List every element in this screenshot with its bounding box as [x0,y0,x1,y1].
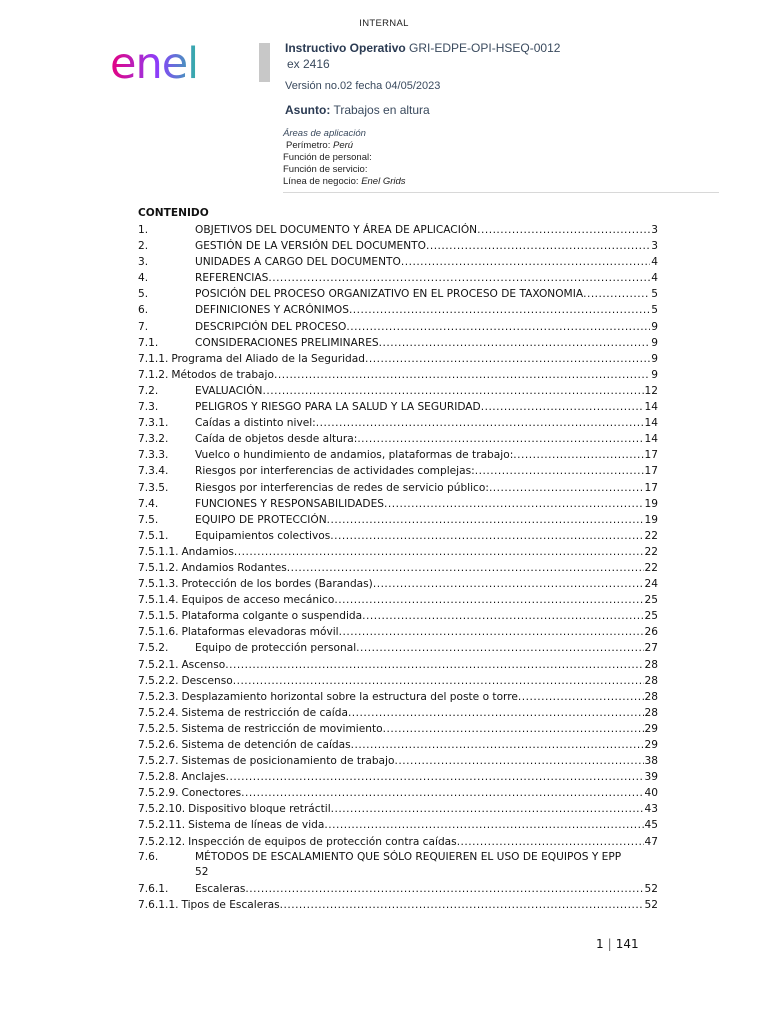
toc-entry-number: 7.5.2.4. [138,706,179,719]
document-title: Instructivo Operativo GRI-EDPE-OPI-HSEQ-0012 [285,41,561,55]
toc-dot-leader [241,785,643,801]
toc-entry-page: 9 [651,336,658,349]
toc-entry-number: 7.3. [138,401,159,414]
toc-entry-title: Equipos de acceso mecánico [181,594,335,607]
toc-entry-number: 5. [138,288,149,301]
toc-entry-page: 14 [644,433,658,446]
toc-entry[interactable] [138,897,658,913]
toc-dot-leader [268,270,650,286]
toc-entry-page: 9 [651,352,658,365]
toc-entry[interactable] [138,399,658,415]
toc-entry-number: 7.1.2. [138,368,169,381]
toc-dot-leader [234,544,644,560]
toc-entry-page: 38 [644,755,658,768]
toc-dot-leader [583,286,650,302]
toc-entry-page: 25 [644,610,658,623]
toc-dot-leader [331,801,644,817]
toc-entry-number: 7.5.1. [138,529,169,542]
toc-entry-title: GESTIÓN DE LA VERSIÓN DEL DOCUMENTO [195,240,426,253]
toc-entry-title: Conectores [181,787,242,800]
toc-entry-title: CONSIDERACIONES PRELIMINARES [195,336,379,349]
toc-dot-leader [274,367,650,383]
page-number: 1 [596,937,604,951]
toc-entry-title: Riesgos por interferencias de redes de servicio público: [195,481,489,494]
toc-dot-leader [384,496,644,512]
toc-entry-title: MÉTODOS DE ESCALAMIENTO QUE SÓLO REQUIEREN EL USO DE EQUIPOS Y EPP [195,850,622,863]
toc-entry-page: 3 [651,240,658,253]
page-separator: | [607,937,612,951]
toc-entry-page: 28 [644,658,658,671]
toc-entry-page: 52 [195,865,209,878]
toc-entry-title: Programa del Aliado de la Seguridad [171,352,365,365]
toc-entry-title: Dispositivo bloque retráctil [188,803,331,816]
perimetro-line: Perímetro: Perú [286,140,354,151]
table-of-contents [138,206,658,913]
toc-entry[interactable] [138,335,658,351]
toc-entry[interactable] [138,785,658,801]
toc-entry-page: 17 [644,465,658,478]
toc-entry-number: 7.6. [138,850,159,863]
classification-label: INTERNAL [359,18,409,29]
toc-dot-leader [489,480,644,496]
toc-entry-title: Andamios [181,545,234,558]
toc-entry[interactable] [138,640,658,656]
toc-entry-title: DESCRIPCIÓN DEL PROCESO [195,320,347,333]
toc-dot-leader [327,512,644,528]
toc-entry-number: 7.5.2.5. [138,722,179,735]
toc-entry-title: UNIDADES A CARGO DEL DOCUMENTO [195,256,401,269]
toc-entry-number: 7.3.3. [138,449,169,462]
toc-entry[interactable] [138,480,658,496]
toc-entry-page: 47 [644,835,658,848]
toc-entry[interactable] [138,512,658,528]
toc-entry-page: 29 [644,722,658,735]
logo-wordmark: enel [110,42,199,84]
toc-entry-number: 2. [138,240,149,253]
toc-entry-title: Sistema de detención de caídas [181,739,351,751]
toc-entry-page: 22 [644,529,658,542]
toc-entry[interactable] [138,721,658,737]
funcion-personal-line: Función de personal: [283,152,372,163]
toc-entry-page: 22 [644,561,658,574]
document-version: Versión no.02 fecha 04/05/2023 [285,80,441,92]
toc-entry[interactable] [138,463,658,479]
toc-entry[interactable] [138,447,658,463]
toc-entry[interactable] [138,415,658,431]
toc-entry[interactable] [138,254,658,270]
toc-entry-page: 9 [651,320,658,333]
toc-entry[interactable] [138,673,658,689]
toc-entry-page: 3 [651,224,658,236]
toc-entry[interactable] [138,319,658,335]
toc-dot-leader [475,463,644,479]
toc-entry-number: 7.5.1.4. [138,594,179,607]
toc-entry-title: Protección de los bordes (Barandas) [181,578,373,591]
toc-entry[interactable] [138,431,658,447]
toc-entry-page: 9 [651,368,658,381]
toc-entry-number: 7.2. [138,384,159,397]
document-subject: Asunto: Trabajos en altura [285,103,430,117]
toc-dot-leader [383,721,644,737]
toc-entry-number: 7.3.5. [138,481,169,494]
toc-entry[interactable] [138,592,658,608]
page-total: 141 [615,937,639,951]
toc-entry-page: 22 [644,545,658,558]
toc-entry-title: Riesgos por interferencias de actividades complejas: [195,465,475,478]
toc-entry-title: Sistema de líneas de vida [188,819,325,832]
toc-entry[interactable] [138,608,658,624]
toc-entry-title: Sistemas de posicionamiento de trabajo [181,755,395,768]
toc-entry-page: 19 [644,513,658,526]
toc-entry[interactable] [138,801,658,817]
toc-dot-leader [477,222,650,238]
toc-heading: CONTENIDO [138,207,209,219]
toc-entry-title: Equipo de protección personal [195,642,357,655]
toc-entry-title: Caídas a distinto nivel: [195,417,316,430]
toc-entry-page: 4 [651,272,658,285]
toc-dot-leader [426,238,650,254]
toc-entry-title: Vuelco o hundimiento de andamios, plataformas de trabajo: [195,449,514,462]
toc-dot-leader [233,673,644,689]
toc-entry-number: 7.5.1.3. [138,578,179,591]
toc-entry-title: Equipamientos colectivos [195,529,331,542]
toc-entry[interactable] [138,528,658,544]
toc-entry-page: 28 [644,690,658,703]
toc-entry[interactable] [138,544,658,560]
toc-entry-title: Sistema de restricción de movimiento [181,722,383,735]
toc-dot-leader [513,447,643,463]
toc-entry-page: 43 [644,803,658,816]
toc-dot-leader [457,834,644,850]
toc-entry-page: 45 [644,819,658,832]
toc-entry-title: PELIGROS Y RIESGO PARA LA SALUD Y LA SEGURIDAD [195,401,481,414]
toc-entry-title: Tipos de Escaleras [181,898,280,911]
linea-negocio-line: Línea de negocio: Enel Grids [283,176,406,187]
toc-entry-number: 7.5.2.6. [138,739,179,751]
toc-entry-title: Inspección de equipos de protección contra caídas [188,835,457,848]
toc-entry-title: Ascenso [181,658,226,671]
toc-dot-leader [346,319,650,335]
toc-entry[interactable] [138,705,658,721]
toc-dot-leader [349,302,650,318]
toc-entry-number: 7.5.1.5. [138,610,179,623]
toc-entry-page: 5 [651,304,658,317]
page-footer [596,937,639,951]
toc-entry[interactable] [138,576,658,592]
toc-entry-number: 7.5.2.11. [138,819,186,832]
toc-entry-title: FUNCIONES Y RESPONSABILIDADES [195,497,384,510]
toc-entry-number: 1. [138,224,149,236]
toc-entry-title: OBJETIVOS DEL DOCUMENTO Y ÁREA DE APLICACIÓN [195,224,478,236]
toc-entry-page: 12 [644,384,658,397]
toc-entry-page: 17 [644,481,658,494]
toc-entry[interactable] [138,881,658,897]
toc-entry-title: EVALUACIÓN [195,384,263,397]
toc-dot-leader [324,817,643,833]
toc-entry-number: 7.5.2.8. [138,771,179,784]
toc-entry[interactable] [138,367,658,383]
toc-entry[interactable] [138,657,658,673]
toc-entry-number: 7.5.2.2. [138,674,179,687]
toc-entry-page: 39 [644,771,658,784]
toc-entry[interactable] [138,351,658,367]
toc-entry-number: 7.5.2. [138,642,169,655]
toc-entry[interactable] [138,624,658,640]
toc-dot-leader [330,528,643,544]
toc-entry-number: 7.5.2.1. [138,658,179,671]
toc-entry-number: 7.3.2. [138,433,169,446]
toc-dot-leader [287,560,644,576]
toc-list [138,222,658,913]
toc-entry[interactable] [138,383,658,399]
toc-entry[interactable] [138,834,658,850]
toc-entry-number: 7.6.1. [138,882,169,895]
toc-entry-title: DEFINICIONES Y ACRÓNIMOS [195,304,349,317]
toc-entry-page: 52 [644,882,658,895]
toc-entry-page: 24 [644,578,658,591]
toc-entry-title: Andamios Rodantes [181,561,287,574]
toc-dot-leader [262,383,643,399]
toc-entry[interactable] [138,496,658,512]
toc-dot-leader [245,881,643,897]
toc-entry-number: 7. [138,320,149,333]
toc-entry-number: 7.3.4. [138,465,169,478]
header-rule [283,192,719,193]
toc-entry[interactable] [138,302,658,318]
toc-entry[interactable] [138,238,658,254]
toc-entry[interactable] [138,850,658,880]
toc-entry-number: 6. [138,304,149,317]
toc-entry-title: POSICIÓN DEL PROCESO ORGANIZATIVO EN EL PROCESO DE TAXONOMIA [195,288,584,301]
header-divider-bar [259,43,270,82]
toc-entry-page: 5 [651,288,658,301]
toc-entry-number: 7.5. [138,513,159,526]
toc-entry-title: Sistema de restricción de caída [181,706,348,719]
toc-entry[interactable] [138,769,658,785]
toc-entry[interactable] [138,753,658,769]
toc-dot-leader [365,351,650,367]
toc-entry[interactable] [138,270,658,286]
toc-entry-title: EQUIPO DE PROTECCIÓN [195,513,327,526]
toc-entry-page: 14 [644,401,658,414]
toc-entry-title: Plataforma colgante o suspendida [181,610,363,623]
toc-dot-leader [334,592,643,608]
toc-dot-leader [339,624,644,640]
toc-entry-title: Plataformas elevadoras móvil [181,626,339,639]
toc-entry[interactable] [138,222,658,238]
toc-entry-title: Caída de objetos desde altura: [195,433,358,446]
toc-entry-page: 25 [644,594,658,607]
toc-dot-leader [225,657,643,673]
toc-dot-leader [316,415,644,431]
toc-entry-number: 7.5.1.2. [138,561,179,574]
toc-entry-page: 28 [644,706,658,719]
toc-dot-leader [356,640,643,656]
toc-dot-leader [362,608,643,624]
toc-dot-leader [357,431,643,447]
toc-dot-leader [379,335,651,351]
toc-dot-leader [351,737,644,753]
enel-logo-graphic [110,42,222,84]
toc-entry-title: Anclajes [181,771,226,784]
toc-entry-number: 7.5.2.12. [138,835,186,848]
toc-entry-number: 7.1. [138,336,159,349]
toc-entry-number: 7.5.2.7. [138,755,179,768]
toc-entry-number: 7.5.2.9. [138,787,179,800]
toc-dot-leader [401,254,650,270]
toc-dot-leader [394,753,643,769]
toc-entry-page: 52 [644,898,658,911]
enel-logo [110,42,222,89]
document-ex-number: ex 2416 [287,57,330,71]
toc-entry-number: 4. [138,272,149,285]
toc-entry-title: Escaleras [195,882,246,895]
toc-entry-title: Desplazamiento horizontal sobre la estructura del poste o torre [181,690,518,703]
toc-dot-leader [280,897,644,913]
toc-entry-page: 14 [644,417,658,430]
toc-entry[interactable] [138,560,658,576]
toc-entry-number: 3. [138,256,149,269]
toc-entry-title: Métodos de trabajo [171,368,274,381]
toc-entry[interactable] [138,689,658,705]
toc-entry-title: Descenso [181,674,233,687]
toc-entry[interactable] [138,817,658,833]
toc-entry-number: 7.6.1.1. [138,898,179,911]
toc-entry-number: 7.5.1.1. [138,545,179,558]
toc-entry-number: 7.5.1.6. [138,626,179,639]
toc-entry-page: 19 [644,497,658,510]
toc-entry-page: 4 [651,256,658,269]
toc-entry-number: 7.1.1. [138,352,169,365]
toc-entry-page: 27 [644,642,658,655]
toc-entry-page: 28 [644,674,658,687]
toc-entry[interactable] [138,737,658,753]
toc-entry-title: REFERENCIAS [195,272,269,285]
toc-entry[interactable] [138,286,658,302]
toc-entry-page: 17 [644,449,658,462]
toc-dot-leader [481,399,644,415]
toc-entry-page: 40 [644,787,658,800]
areas-heading: Áreas de aplicación [283,128,366,139]
toc-entry-number: 7.3.1. [138,417,169,430]
toc-entry-number: 7.5.2.10. [138,803,186,816]
toc-dot-leader [348,705,644,721]
funcion-servicio-line: Función de servicio: [283,164,368,175]
toc-dot-leader [373,576,644,592]
toc-dot-leader [226,769,644,785]
toc-entry-number: 7.4. [138,497,159,510]
toc-entry-page: 29 [644,739,658,751]
toc-dot-leader [518,689,644,705]
toc-entry-page: 26 [644,626,658,639]
toc-entry-number: 7.5.2.3. [138,690,179,703]
